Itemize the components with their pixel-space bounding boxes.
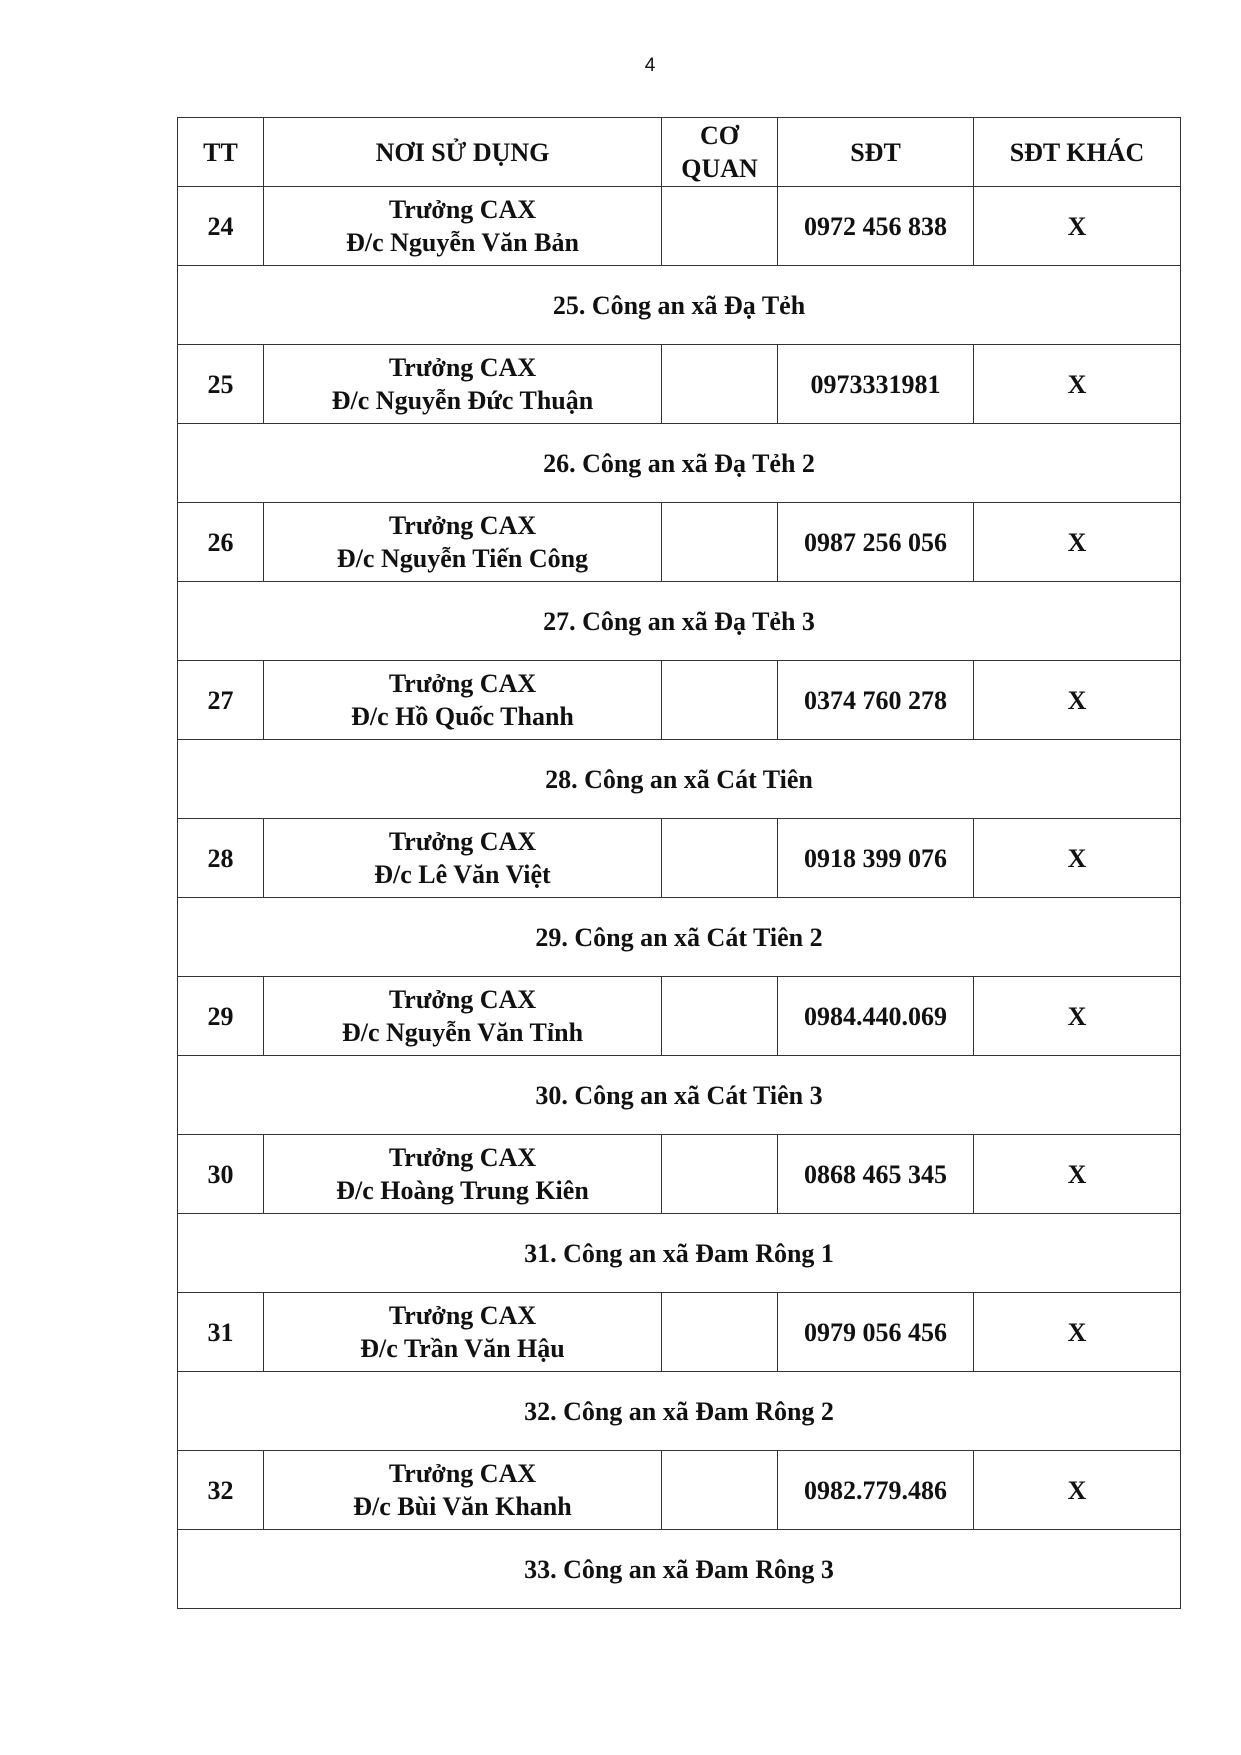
table-body [178, 187, 1181, 1609]
table-row [178, 1135, 1181, 1214]
cell-other-phone: X [974, 187, 1181, 266]
place-person-name: Đ/c Nguyễn Văn Tỉnh [341, 1018, 584, 1047]
place-title: Trưởng CAX [388, 1459, 537, 1488]
section-row [178, 1530, 1181, 1609]
table-row [178, 977, 1181, 1056]
cell-tt: 27 [178, 661, 264, 740]
place-person-name: Đ/c Trần Văn Hậu [360, 1334, 565, 1363]
cell-phone: 0868 465 345 [778, 1135, 974, 1214]
cell-phone: 0982.779.486 [778, 1451, 974, 1530]
cell-place [264, 819, 662, 898]
cell-place [264, 187, 662, 266]
place-person-name: Đ/c Nguyễn Tiến Công [336, 544, 589, 573]
cell-place [264, 345, 662, 424]
cell-tt: 25 [178, 345, 264, 424]
cell-place [264, 1293, 662, 1372]
place-person-name: Đ/c Lê Văn Việt [374, 860, 551, 889]
header-tt: TT [178, 118, 264, 187]
section-row [178, 740, 1181, 819]
cell-other-phone: X [974, 661, 1181, 740]
section-row [178, 266, 1181, 345]
cell-place [264, 503, 662, 582]
table-row [178, 1451, 1181, 1530]
cell-other-phone: X [974, 345, 1181, 424]
cell-other-phone: X [974, 503, 1181, 582]
cell-other-phone: X [974, 819, 1181, 898]
section-row [178, 424, 1181, 503]
cell-agency [662, 661, 778, 740]
cell-place [264, 1451, 662, 1530]
cell-phone: 0374 760 278 [778, 661, 974, 740]
header-agency-line1: CƠ [700, 121, 739, 150]
section-row [178, 1214, 1181, 1293]
cell-phone: 0987 256 056 [778, 503, 974, 582]
cell-phone: 0973331981 [778, 345, 974, 424]
place-person-name: Đ/c Nguyễn Văn Bản [346, 228, 579, 257]
page-number: 4 [644, 55, 656, 76]
place-person-name: Đ/c Hồ Quốc Thanh [351, 702, 574, 731]
section-label: 28. Công an xã Cát Tiên [178, 740, 1181, 819]
place-title: Trưởng CAX [388, 1301, 537, 1330]
table-row [178, 345, 1181, 424]
table-row [178, 187, 1181, 266]
cell-phone: 0979 056 456 [778, 1293, 974, 1372]
place-title: Trưởng CAX [388, 827, 537, 856]
table-row [178, 503, 1181, 582]
cell-phone: 0984.440.069 [778, 977, 974, 1056]
section-label: 33. Công an xã Đam Rông 3 [178, 1530, 1181, 1609]
table-header-row [178, 118, 1181, 187]
header-agency [662, 118, 778, 187]
cell-tt: 30 [178, 1135, 264, 1214]
place-title: Trưởng CAX [388, 195, 537, 224]
table-row [178, 1293, 1181, 1372]
place-title: Trưởng CAX [388, 353, 537, 382]
cell-other-phone: X [974, 1451, 1181, 1530]
cell-agency [662, 1293, 778, 1372]
place-title: Trưởng CAX [388, 669, 537, 698]
place-person-name: Đ/c Bùi Văn Khanh [353, 1492, 572, 1521]
table-row [178, 661, 1181, 740]
cell-agency [662, 977, 778, 1056]
cell-agency [662, 187, 778, 266]
section-row [178, 898, 1181, 977]
header-agency-line2: QUAN [681, 154, 758, 183]
cell-place [264, 661, 662, 740]
cell-other-phone: X [974, 977, 1181, 1056]
cell-agency [662, 345, 778, 424]
cell-phone: 0972 456 838 [778, 187, 974, 266]
header-place: NƠI SỬ DỤNG [264, 118, 662, 187]
section-row [178, 582, 1181, 661]
section-label: 26. Công an xã Đạ Tẻh 2 [178, 424, 1181, 503]
place-title: Trưởng CAX [388, 985, 537, 1014]
section-label: 30. Công an xã Cát Tiên 3 [178, 1056, 1181, 1135]
section-label: 32. Công an xã Đam Rông 2 [178, 1372, 1181, 1451]
header-phone: SĐT [778, 118, 974, 187]
header-other-phone: SĐT KHÁC [974, 118, 1181, 187]
cell-phone: 0918 399 076 [778, 819, 974, 898]
section-row [178, 1056, 1181, 1135]
cell-tt: 31 [178, 1293, 264, 1372]
cell-place [264, 977, 662, 1056]
place-title: Trưởng CAX [388, 1143, 537, 1172]
place-person-name: Đ/c Hoàng Trung Kiên [336, 1176, 589, 1205]
section-label: 25. Công an xã Đạ Tẻh [178, 266, 1181, 345]
cell-tt: 32 [178, 1451, 264, 1530]
place-title: Trưởng CAX [388, 511, 537, 540]
cell-agency [662, 1135, 778, 1214]
cell-tt: 24 [178, 187, 264, 266]
section-label: 31. Công an xã Đam Rông 1 [178, 1214, 1181, 1293]
cell-tt: 26 [178, 503, 264, 582]
cell-tt: 28 [178, 819, 264, 898]
cell-agency [662, 819, 778, 898]
table-row [178, 819, 1181, 898]
cell-agency [662, 503, 778, 582]
section-label: 27. Công an xã Đạ Tẻh 3 [178, 582, 1181, 661]
section-row [178, 1372, 1181, 1451]
cell-other-phone: X [974, 1293, 1181, 1372]
cell-tt: 29 [178, 977, 264, 1056]
contact-table [177, 117, 1181, 1609]
place-person-name: Đ/c Nguyễn Đức Thuận [331, 386, 594, 415]
cell-place [264, 1135, 662, 1214]
cell-agency [662, 1451, 778, 1530]
cell-other-phone: X [974, 1135, 1181, 1214]
section-label: 29. Công an xã Cát Tiên 2 [178, 898, 1181, 977]
